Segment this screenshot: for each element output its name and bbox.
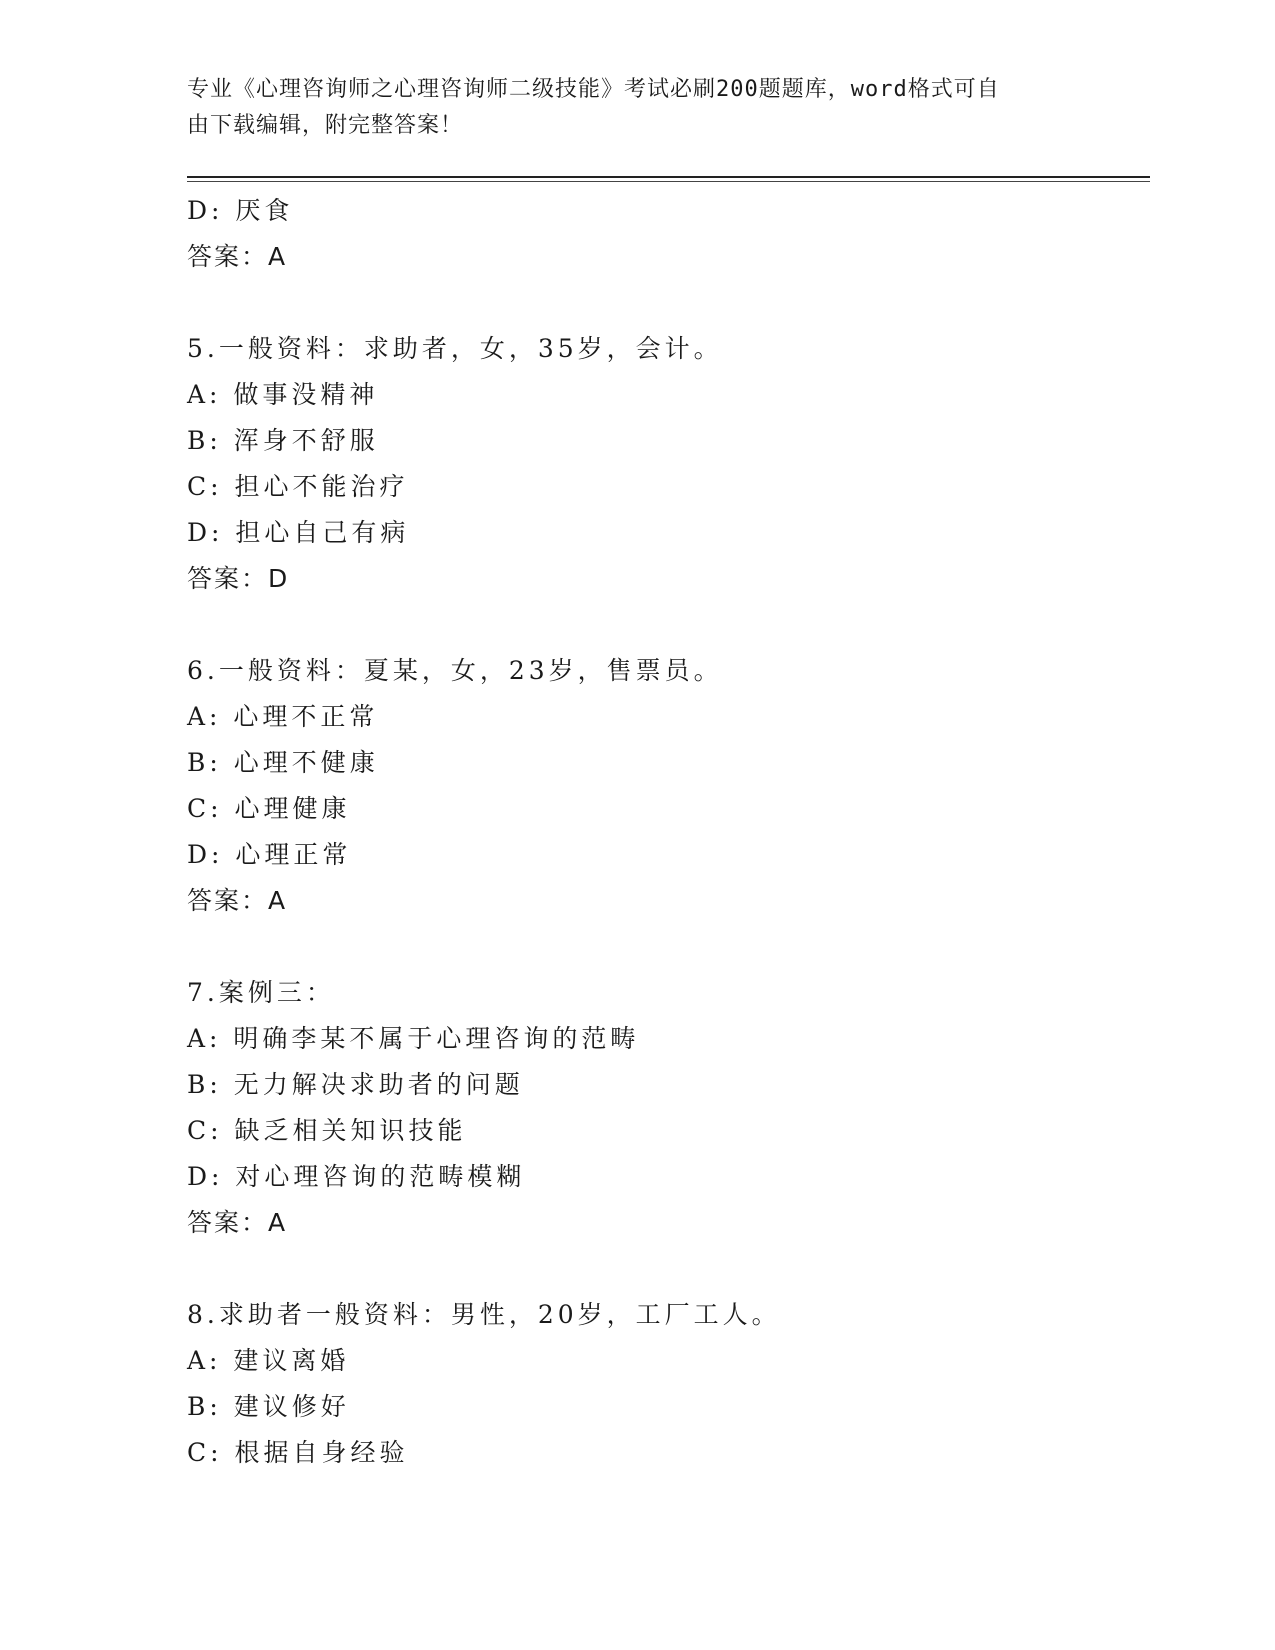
option-c: C: 心理健康 — [187, 794, 351, 823]
header-line-2: 由下载编辑，附完整答案！ — [187, 113, 464, 138]
option-d: D: 对心理咨询的范畴模糊 — [187, 1162, 526, 1191]
option-a: A: 做事没精神 — [187, 380, 379, 409]
option-c: C: 缺乏相关知识技能 — [187, 1116, 467, 1145]
answer: 答案：A — [187, 886, 288, 915]
header-divider-thick — [187, 176, 1150, 178]
option-d: D: 担心自己有病 — [187, 518, 410, 547]
question-stem: 6.一般资料：夏某，女，23岁，售票员。 — [187, 656, 723, 685]
answer: 答案：A — [187, 1208, 288, 1237]
question-stem: 7.案例三： — [187, 978, 335, 1007]
question-list — [187, 188, 1147, 1476]
option-a: A: 明确李某不属于心理咨询的范畴 — [187, 1024, 640, 1053]
document-header — [187, 72, 1067, 144]
option-a: A: 建议离婚 — [187, 1346, 350, 1375]
option-b: B: 无力解决求助者的问题 — [187, 1070, 524, 1099]
option-c: C: 根据自身经验 — [187, 1438, 409, 1467]
answer: 答案：A — [187, 242, 288, 271]
question-5 — [187, 326, 1147, 602]
option-c: C: 担心不能治疗 — [187, 472, 409, 501]
question-7 — [187, 970, 1147, 1246]
option-d: D: 厌食 — [187, 196, 294, 225]
option-d: D: 心理正常 — [187, 840, 352, 869]
question-6 — [187, 648, 1147, 924]
header-line-1: 专业《心理咨询师之心理咨询师二级技能》考试必刷200题题库，word格式可自 — [187, 77, 1000, 102]
header-divider-thin — [187, 181, 1150, 182]
option-b: B: 浑身不舒服 — [187, 426, 379, 455]
answer: 答案：D — [187, 564, 290, 593]
question-8 — [187, 1292, 1147, 1476]
option-b: B: 心理不健康 — [187, 748, 379, 777]
option-b: B: 建议修好 — [187, 1392, 350, 1421]
question-stem: 8.求助者一般资料：男性，20岁，工厂工人。 — [187, 1300, 781, 1329]
question-stem: 5.一般资料：求助者，女，35岁，会计。 — [187, 334, 723, 363]
option-a: A: 心理不正常 — [187, 702, 379, 731]
